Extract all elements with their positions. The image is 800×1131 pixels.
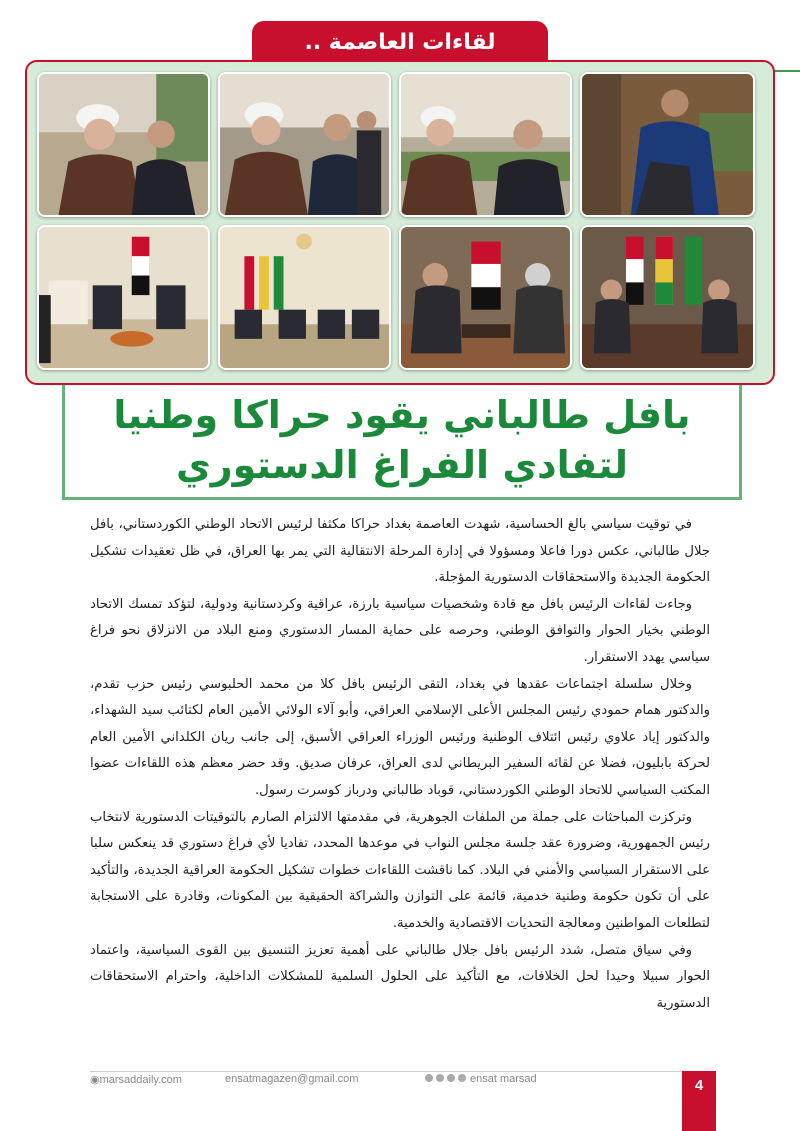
photo-1	[37, 72, 210, 217]
paragraph: وتركزت المباحثات على جملة من الملفات الجوهرية، في مقدمتها الالتزام الصارم بالتوقيتات الدستورية لانتخاب رئيس الجمهورية، وضرورة عقد جلسة مجلس النواب في موعدها المحدد، تفاديا لأي فراغ دستوري قد ينعكس سلبا على الاستقرار السياسي والأمني في البلاد. كما ناقشت اللقاءات خطوات تشكيل الحكومة العراقية الجديدة، والتأكيد على أن تكون حكومة وطنية خدمية، قائمة على التوازن والشراكة الحقيقية بين المكونات، وقادرة على الاستجابة لتطلعات المواطنين ومعالجة التحديات الاقتصادية والخدمية.	[90, 809, 710, 931]
article-body	[90, 512, 710, 1017]
paragraph: وخلال سلسلة اجتماعات عقدها في بغداد، التقى الرئيس بافل كلا من محمد الحلبوسي رئيس حزب تقدم، والدكتور همام حمودي رئيس المجلس الأعلى الإسلامي العراقي، وأبو آلاء الولائي الأمين العام لكتائب سيد الشهداء، والدكتور إياد علاوي رئيس ائتلاف الوطنية ورئيس الوزراء العراقي الأسبق، إلى جانب ريان الكلداني الأمين العام لحركة بابليون، فضلا عن لقائه السفير البريطاني لدى العراق، عرفان صديق. وقد حضر معظم هذه اللقاءات عضوا المكتب السياسي للاتحاد الوطني الكوردستاني، قوباد طالباني ودرباز كوسرت رسول.	[90, 676, 710, 798]
social-icons	[425, 1074, 466, 1082]
footer-name: ensat marsad	[470, 1073, 537, 1085]
paragraph: وفي سياق متصل، شدد الرئيس بافل جلال طالباني على أهمية تعزيز التنسيق بين القوى السياسية، واعتماد الحوار سبيلا وحيدا لحل الخلافات، مع التأكيد على الحلول السلمية للمشكلات الداخلية، واحترام الاستحقاقات الدستورية	[90, 942, 710, 1011]
twitter-icon[interactable]	[436, 1074, 444, 1082]
photo-8	[580, 225, 755, 370]
footer-divider	[90, 1071, 682, 1072]
footer-email[interactable]: ensatmagazen@gmail.com	[225, 1073, 359, 1085]
headline	[62, 385, 742, 500]
decor-line	[775, 70, 800, 72]
photo-4	[580, 72, 755, 217]
footer-website[interactable]	[90, 1073, 182, 1086]
photo-collage	[25, 60, 775, 385]
facebook-icon[interactable]	[425, 1074, 433, 1082]
paragraph: في توقيت سياسي بالغ الحساسية، شهدت العاصمة بغداد حراكا مكثفا لرئيس الاتحاد الوطني الكوردستاني، بافل جلال طالباني، عكس دورا فاعلا ومسؤولا في إدارة المرحلة الانتقالية التي يمر بها العراق، في ظل تعقيدات تشكيل الحكومة الجديدة والاستحقاقات الدستورية المؤجلة.	[90, 517, 710, 586]
footer-website-text: marsaddaily.com	[99, 1074, 182, 1086]
photo-6	[218, 225, 391, 370]
photo-2	[218, 72, 391, 217]
headline-line-2: لتفادي الفراغ الدستوري	[175, 443, 629, 487]
photo-3	[399, 72, 572, 217]
page-number: 4	[682, 1071, 716, 1131]
photo-7	[399, 225, 572, 370]
paragraph: وجاءت لقاءات الرئيس بافل مع قادة وشخصيات سياسية بارزة، عراقية وكردستانية ودولية، لتؤكد تمسك الاتحاد الوطني بخيار الحوار والتوافق الوطني، وحرصه على حماية المسار الدستوري ومنع البلاد من الانزلاق نحو فراغ سياسي يهدد الاستقرار.	[90, 596, 710, 665]
section-tab-label: لقاءات العاصمة ..	[304, 29, 496, 55]
globe-icon: ◉	[90, 1074, 100, 1086]
youtube-icon[interactable]	[447, 1074, 455, 1082]
section-tab	[252, 21, 548, 63]
photo-5	[37, 225, 210, 370]
headline-line-1: بافل طالباني يقود حراكا وطنيا	[113, 393, 691, 437]
instagram-icon[interactable]	[458, 1074, 466, 1082]
